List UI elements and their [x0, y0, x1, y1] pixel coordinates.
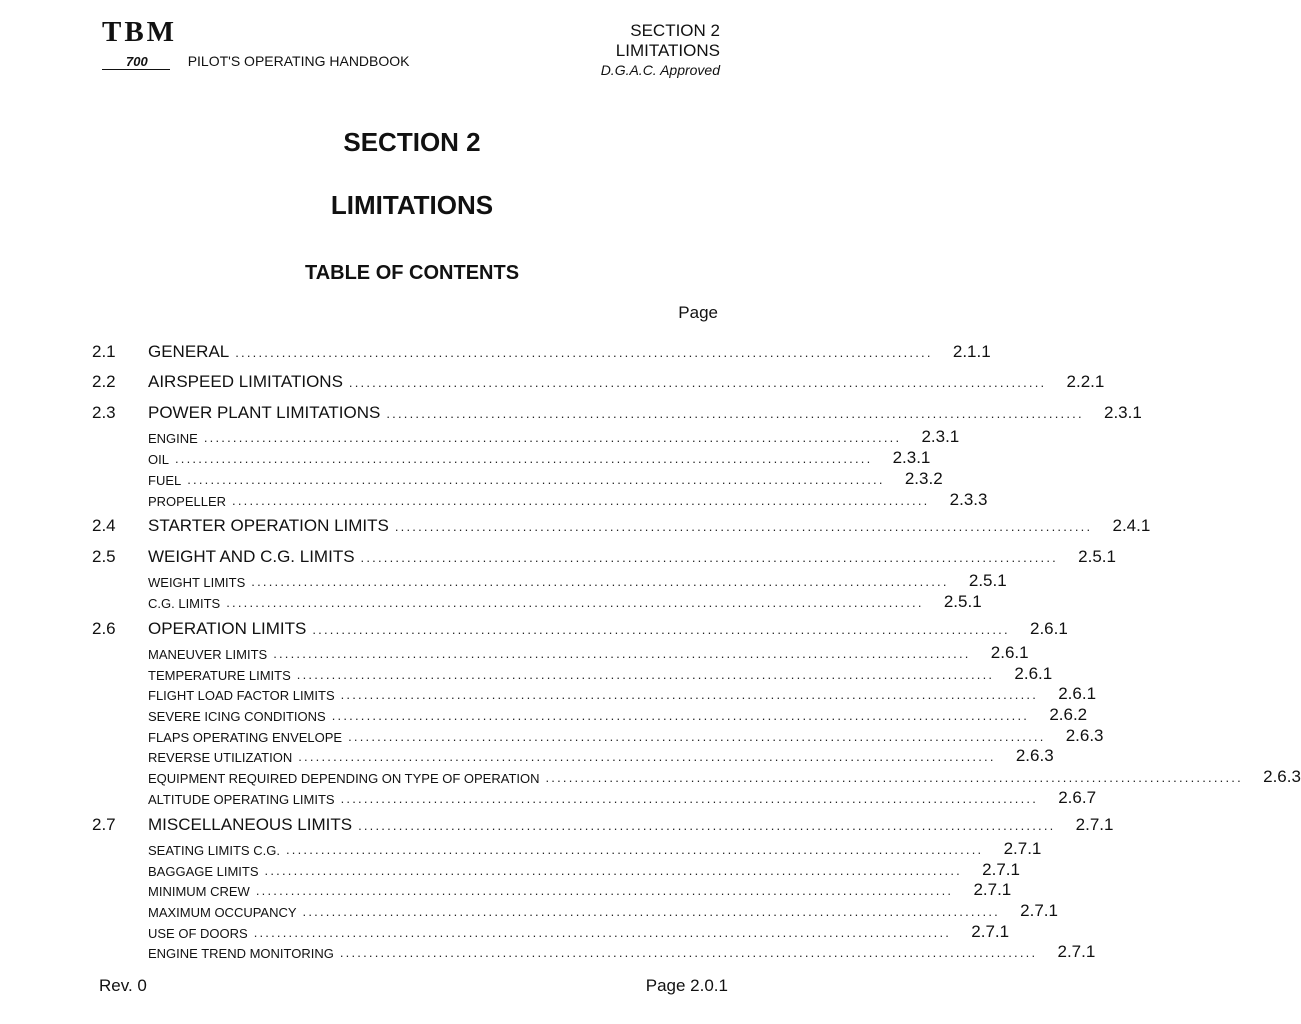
toc-page: 2.6.1 [990, 643, 1029, 662]
toc-leader-dots: ........................................................................................................................ [235, 345, 933, 360]
toc-row [92, 920, 1010, 942]
toc-row [92, 467, 943, 489]
footer-revision: Rev. 0 [99, 976, 147, 995]
toc-page: 2.6.1 [1014, 664, 1053, 683]
toc-number: 2.3 [92, 403, 116, 422]
toc-leader-dots: ........................................................................................................................ [174, 451, 873, 466]
toc-row [92, 545, 1116, 567]
toc-label: OIL [148, 452, 169, 467]
toc-row [92, 662, 1053, 684]
toc-leader-dots: ........................................................................................................................ [545, 770, 1243, 785]
toc-page: 2.7.1 [971, 922, 1010, 941]
toc-label: WEIGHT LIMITS [148, 575, 246, 590]
toc-label: EQUIPMENT REQUIRED DEPENDING ON TYPE OF OPERATION [148, 771, 540, 786]
toc-page: 2.6.1 [1029, 619, 1068, 638]
toc-leader-dots: ........................................................................................................................ [187, 472, 885, 487]
toc-label: SEVERE ICING CONDITIONS [148, 709, 326, 724]
toc-row [92, 514, 1151, 536]
toc-page: 2.5.1 [943, 592, 982, 611]
header-section-name: LIMITATIONS [615, 41, 720, 60]
toc-label: FUEL [148, 473, 182, 488]
toc-leader-dots: ........................................................................................................................ [251, 574, 949, 589]
toc-label: ENGINE [148, 431, 198, 446]
toc-label: REVERSE UTILIZATION [148, 750, 293, 765]
toc-page: 2.2.1 [1066, 372, 1105, 391]
toc-label: USE OF DOORS [148, 926, 248, 941]
toc-row [92, 446, 931, 468]
handbook-line [102, 53, 410, 70]
toc-row [92, 682, 1097, 704]
toc-leader-dots: ........................................................................................................................ [339, 945, 1038, 960]
toc-number: 2.6 [92, 619, 116, 638]
toc-row [92, 724, 1104, 746]
model-number: 700 [102, 55, 170, 70]
toc-page: 2.6.7 [1058, 788, 1097, 807]
toc-label: MINIMUM CREW [148, 884, 250, 899]
toc-page: 2.6.3 [1015, 746, 1054, 765]
toc-row [92, 940, 1096, 962]
toc-label: GENERAL [148, 342, 230, 361]
toc-row [92, 617, 1068, 639]
toc-leader-dots: ........................................................................................................................ [264, 863, 962, 878]
toc-label: MAXIMUM OCCUPANCY [148, 905, 297, 920]
toc-leader-dots: ........................................................................................................................ [394, 519, 1093, 534]
toc-page: 2.6.3 [1263, 767, 1301, 786]
toc-page: 2.3.2 [904, 469, 943, 488]
toc-page: 2.3.1 [921, 427, 960, 446]
toc-page: 2.7.1 [1075, 815, 1114, 834]
toc-row [92, 401, 1142, 423]
toc-page: 2.7.1 [982, 860, 1020, 879]
section-title: SECTION 2 [343, 127, 481, 157]
toc-label: ALTITUDE OPERATING LIMITS [148, 792, 335, 807]
toc-number: 2.7 [92, 815, 116, 834]
toc-row [92, 878, 1012, 900]
toc-leader-dots: ........................................................................................................................ [255, 883, 954, 898]
toc-number: 2.5 [92, 547, 116, 566]
toc-label: BAGGAGE LIMITS [148, 864, 259, 879]
handbook-title: PILOT'S OPERATING HANDBOOK [187, 53, 410, 69]
toc-leader-dots: ........................................................................................................................ [253, 925, 952, 940]
toc-leader-dots: ........................................................................................................................ [232, 493, 930, 508]
toc-leader-dots: ........................................................................................................................ [298, 749, 996, 764]
toc-leader-dots: ........................................................................................................................ [340, 791, 1039, 806]
toc-leader-dots: ........................................................................................................................ [340, 687, 1039, 702]
toc-leader-dots: ........................................................................................................................ [312, 622, 1010, 637]
toc-page: 2.3.1 [1103, 403, 1142, 422]
header-approval: D.G.A.C. Approved [600, 62, 720, 78]
toc-page: 2.7.1 [1057, 942, 1096, 961]
toc-row [92, 703, 1088, 725]
toc-leader-dots: ........................................................................................................................ [273, 646, 971, 661]
toc-label: C.G. LIMITS [148, 596, 221, 611]
toc-page: 2.3.1 [892, 448, 931, 467]
toc-row [92, 837, 1042, 859]
toc-leader-dots: ........................................................................................................................ [360, 550, 1058, 565]
toc-label: TEMPERATURE LIMITS [148, 668, 291, 683]
toc-page: 2.4.1 [1112, 516, 1151, 535]
toc-label: SEATING LIMITS C.G. [148, 843, 280, 858]
toc-row [92, 569, 1007, 591]
toc-number: 2.2 [92, 372, 116, 391]
toc-number: 2.1 [92, 342, 116, 361]
toc-page: 2.1.1 [952, 342, 991, 361]
toc-label: OPERATION LIMITS [148, 619, 307, 638]
toc-label: FLAPS OPERATING ENVELOPE [148, 730, 343, 745]
toc-page: 2.6.2 [1049, 705, 1088, 724]
toc-leader-dots: ........................................................................................................................ [285, 842, 984, 857]
toc-leader-dots: ........................................................................................................................ [348, 729, 1046, 744]
toc-row [92, 899, 1058, 921]
toc-row [92, 858, 1020, 880]
toc-row [92, 425, 960, 447]
toc-label: WEIGHT AND C.G. LIMITS [148, 547, 355, 566]
toc-leader-dots: ........................................................................................................................ [331, 708, 1030, 723]
toc-row [92, 590, 982, 612]
toc-leader-dots: ........................................................................................................................ [386, 406, 1084, 421]
header-section: SECTION 2 [630, 21, 720, 40]
section-name-title: LIMITATIONS [330, 190, 494, 220]
toc-label: ENGINE TREND MONITORING [148, 946, 334, 961]
toc-label: AIRSPEED LIMITATIONS [148, 372, 343, 391]
toc-page: 2.6.3 [1065, 726, 1104, 745]
toc-page: 2.7.1 [1003, 839, 1042, 858]
toc-label: PROPELLER [148, 494, 227, 509]
toc-page: 2.7.1 [973, 880, 1012, 899]
toc-number: 2.4 [92, 516, 116, 535]
toc-page: 2.3.3 [949, 490, 988, 509]
toc-page: 2.5.1 [968, 571, 1007, 590]
toc-label: MISCELLANEOUS LIMITS [148, 815, 353, 834]
toc-row [92, 340, 991, 362]
tbm-logo: TBM [102, 16, 178, 48]
toc-label: STARTER OPERATION LIMITS [148, 516, 389, 535]
toc-label: MANEUVER LIMITS [148, 647, 268, 662]
toc-row [92, 744, 1054, 766]
toc-row [92, 488, 988, 510]
toc-leader-dots: ........................................................................................................................ [302, 904, 1000, 919]
page-column-header: Page [678, 303, 718, 322]
toc-row [92, 786, 1097, 808]
toc-page: 2.7.1 [1020, 901, 1058, 920]
toc-title: TABLE OF CONTENTS [304, 262, 520, 284]
toc-row [92, 641, 1029, 663]
toc-label: POWER PLANT LIMITATIONS [148, 403, 381, 422]
toc-leader-dots: ........................................................................................................................ [203, 430, 902, 445]
toc-page: 2.6.1 [1058, 684, 1097, 703]
footer-page-number: Page 2.0.1 [645, 976, 728, 995]
header-section-block [601, 21, 720, 79]
toc-leader-dots: ........................................................................................................................ [358, 818, 1056, 833]
toc-label: FLIGHT LOAD FACTOR LIMITS [148, 688, 335, 703]
toc-leader-dots: ........................................................................................................................ [226, 595, 924, 610]
toc-row [92, 765, 1301, 787]
toc-leader-dots: ........................................................................................................................ [348, 375, 1047, 390]
toc-row [92, 813, 1114, 835]
toc-page: 2.5.1 [1078, 547, 1116, 566]
toc-leader-dots: ........................................................................................................................ [296, 667, 995, 682]
toc-row [92, 370, 1105, 392]
